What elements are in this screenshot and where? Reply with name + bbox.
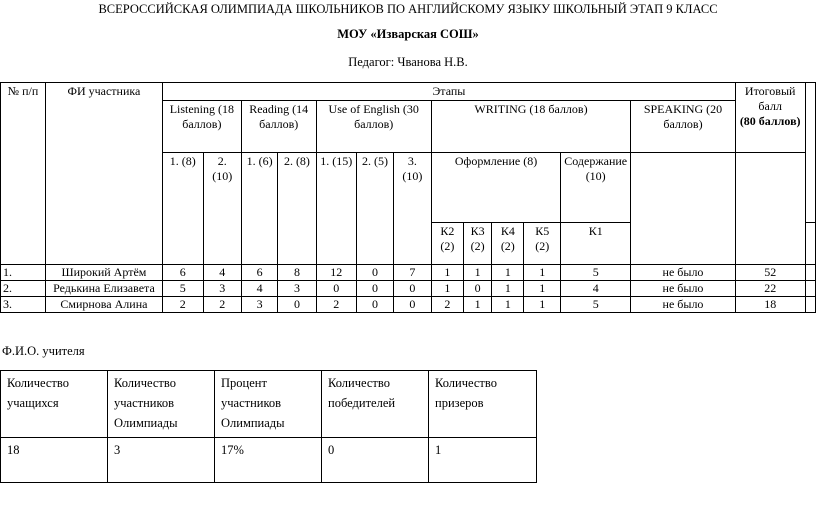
col-name-header: ФИ участника [45, 83, 162, 265]
score-k3: 1 [463, 265, 492, 281]
score-k1: 4 [561, 281, 631, 297]
extra-col-low [805, 223, 815, 265]
score-total: 18 [735, 297, 805, 313]
summary-header-winners: Количество победителей [322, 371, 429, 438]
listening-header: Listening (18 баллов) [162, 101, 241, 153]
score-r1: 3 [241, 297, 278, 313]
criterion-k3: К3 (2) [463, 223, 492, 265]
table-row [1, 281, 816, 297]
writing-header: WRITING (18 баллов) [431, 101, 630, 153]
sub-listening-2: 2. (10) [203, 153, 241, 265]
score-l2: 4 [203, 265, 241, 281]
score-k1: 5 [561, 265, 631, 281]
results-table [0, 82, 816, 313]
speaking-header: SPEAKING (20 баллов) [631, 101, 736, 153]
score-k1: 5 [561, 297, 631, 313]
score-l2: 3 [203, 281, 241, 297]
score-k2: 1 [431, 281, 463, 297]
score-speaking: не было [631, 281, 736, 297]
score-u2: 0 [356, 297, 393, 313]
score-l1: 2 [162, 297, 203, 313]
score-speaking: не было [631, 297, 736, 313]
extra-col [805, 83, 815, 223]
total-max: (80 баллов) [739, 114, 801, 128]
total-header [735, 83, 805, 153]
speaking-sub-empty [631, 153, 736, 265]
sub-use-3: 3. (10) [393, 153, 431, 265]
extra-cell [805, 297, 815, 313]
score-k3: 1 [463, 297, 492, 313]
criterion-k4: К4 (2) [492, 223, 524, 265]
score-k2: 2 [431, 297, 463, 313]
summary-header-percent: Процент участников Олимпиады [215, 371, 322, 438]
summary-value-percent: 17% [215, 438, 322, 483]
summary-header-prizewinners: Количество призеров [429, 371, 537, 438]
score-r1: 4 [241, 281, 278, 297]
table-row [1, 297, 816, 313]
score-u2: 0 [356, 281, 393, 297]
criterion-k5: К5 (2) [524, 223, 561, 265]
score-r2: 0 [278, 297, 316, 313]
score-total: 52 [735, 265, 805, 281]
summary-header-participants: Количество участников Олимпиады [108, 371, 215, 438]
summary-table [0, 370, 537, 483]
summary-header-students: Количество учащихся [1, 371, 108, 438]
score-u3: 0 [393, 281, 431, 297]
teacher-name-label: Ф.И.О. учителя [2, 344, 85, 358]
participant-name: Редькина Елизавета [45, 281, 162, 297]
summary-value-winners: 0 [322, 438, 429, 483]
extra-cell [805, 265, 815, 281]
extra-cell [805, 281, 815, 297]
stages-header: Этапы [162, 83, 735, 101]
score-k4: 1 [492, 281, 524, 297]
teacher-line: Педагог: Чванова Н.В. [348, 55, 468, 69]
score-k3: 0 [463, 281, 492, 297]
row-num: 1. [1, 265, 46, 281]
reading-header: Reading (14 баллов) [241, 101, 316, 153]
score-k5: 1 [524, 265, 561, 281]
score-u1: 2 [316, 297, 356, 313]
score-u3: 7 [393, 265, 431, 281]
sub-use-2: 2. (5) [356, 153, 393, 265]
school-name: МОУ «Изварская СОШ» [337, 27, 479, 41]
criterion-k2: К2 (2) [431, 223, 463, 265]
score-k4: 1 [492, 265, 524, 281]
score-l2: 2 [203, 297, 241, 313]
row-num: 3. [1, 297, 46, 313]
score-l1: 6 [162, 265, 203, 281]
score-k2: 1 [431, 265, 463, 281]
criterion-k1: К1 [561, 223, 631, 265]
summary-value-students: 18 [1, 438, 108, 483]
participant-name: Смирнова Алина [45, 297, 162, 313]
row-num: 2. [1, 281, 46, 297]
use-of-english-header: Use of English (30 баллов) [316, 101, 431, 153]
score-l1: 5 [162, 281, 203, 297]
score-u3: 0 [393, 297, 431, 313]
score-k4: 1 [492, 297, 524, 313]
total-label: Итоговый балл [744, 84, 796, 113]
col-num-header: № п/п [1, 83, 46, 265]
summary-value-prizewinners: 1 [429, 438, 537, 483]
score-total: 22 [735, 281, 805, 297]
sub-use-1: 1. (15) [316, 153, 356, 265]
total-sub-empty [735, 153, 805, 265]
score-u2: 0 [356, 265, 393, 281]
writing-form-header: Оформление (8) [431, 153, 560, 223]
participant-name: Широкий Артём [45, 265, 162, 281]
sub-listening-1: 1. (8) [162, 153, 203, 265]
document-title: ВСЕРОССИЙСКАЯ ОЛИМПИАДА ШКОЛЬНИКОВ ПО АНГЛИЙСКОМУ ЯЗЫКУ ШКОЛЬНЫЙ ЭТАП 9 КЛАСС [98, 2, 718, 16]
summary-value-participants: 3 [108, 438, 215, 483]
sub-reading-2: 2. (8) [278, 153, 316, 265]
score-k5: 1 [524, 297, 561, 313]
score-k5: 1 [524, 281, 561, 297]
score-u1: 0 [316, 281, 356, 297]
score-speaking: не было [631, 265, 736, 281]
table-row [1, 265, 816, 281]
sub-reading-1: 1. (6) [241, 153, 278, 265]
score-u1: 12 [316, 265, 356, 281]
writing-content-header: Содержание (10) [561, 153, 631, 223]
score-r2: 8 [278, 265, 316, 281]
score-r2: 3 [278, 281, 316, 297]
score-r1: 6 [241, 265, 278, 281]
